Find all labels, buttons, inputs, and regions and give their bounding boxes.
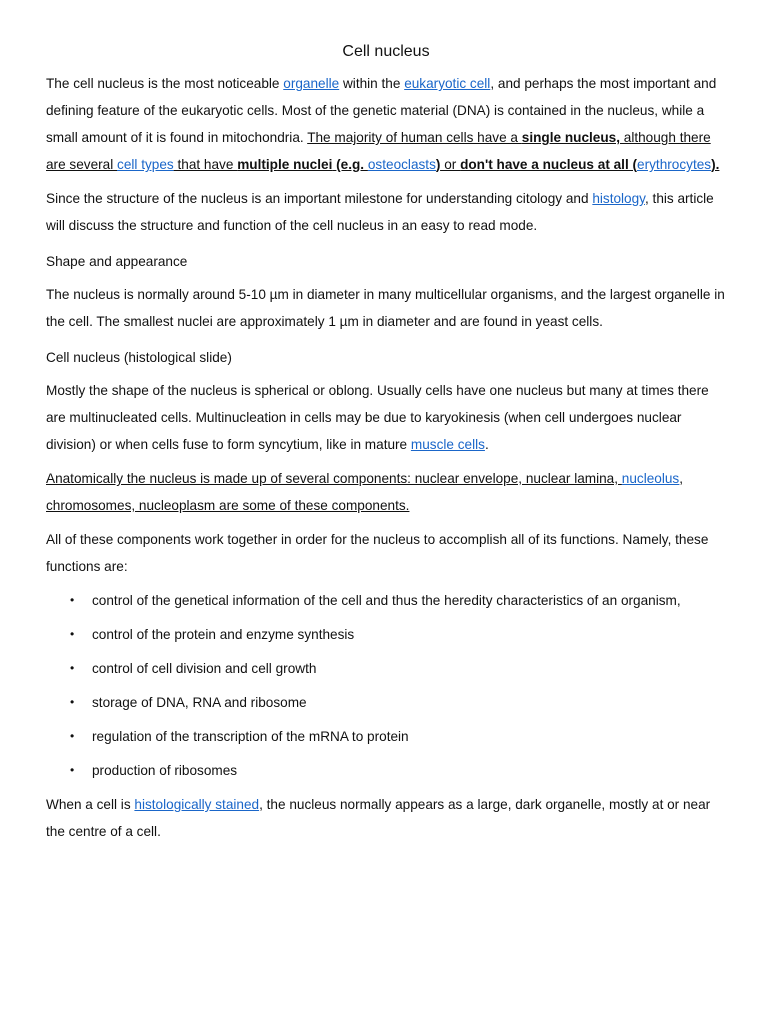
- intro-paragraph: [46, 70, 726, 178]
- histology-paragraph: Since the structure of the nucleus is an important milestone for understanding citology and histology, this article will discuss the structure and function of the cell nucleus in an easy to read mode.: [46, 191, 714, 233]
- list-item: • control of the genetical information of the cell and thus the heredity characteristics of an organism,: [92, 587, 726, 614]
- text: The cell nucleus is the most noticeable: [46, 76, 284, 91]
- link-cell-types[interactable]: cell types: [117, 157, 174, 172]
- functions-intro: All of these components work together in order for the nucleus to accomplish all of its functions. Namely, these functions are:: [46, 532, 709, 574]
- underlined-text: The majority of human cells have a single nucleus, although there are several cell types that have multiple nuclei (e.g. osteoclasts) or don't have a nucleus at all (erythrocytes).: [46, 130, 720, 172]
- link-muscle-cells[interactable]: muscle cells: [410, 437, 485, 452]
- link-eukaryotic-cell[interactable]: eukaryotic cell: [404, 76, 491, 91]
- link-histology[interactable]: histology: [592, 191, 645, 206]
- link-nucleolus[interactable]: nucleolus: [621, 471, 680, 486]
- document-page: [46, 40, 726, 852]
- list-item: • production of ribosomes: [92, 757, 726, 784]
- heading-shape: Shape and appearance: [46, 254, 188, 269]
- list-item: • control of the protein and enzyme synthesis: [92, 621, 726, 648]
- text: within the: [339, 76, 405, 91]
- page-title: Cell nucleus: [342, 43, 430, 60]
- shape-paragraph: Mostly the shape of the nucleus is spherical or oblong. Usually cells have one nucleus but many at times there are multinucleated cells. Multinucleation in cells may be due to karyokinesis (when cell undergoes nuclear division) or when cells fuse to form syncytium, like in mature muscle cells.: [46, 383, 709, 452]
- link-histologically-stained[interactable]: histologically stained: [134, 797, 260, 812]
- link-osteoclasts[interactable]: osteoclasts: [367, 157, 436, 172]
- list-item: • regulation of the transcription of the mRNA to protein: [92, 723, 726, 750]
- link-erythrocytes[interactable]: erythrocytes: [637, 157, 712, 172]
- size-paragraph: The nucleus is normally around 5-10 µm in diameter in many multicellular organisms, and the largest organelle in the cell. The smallest nuclei are approximately 1 µm in diameter and are found in yeast cells.: [46, 287, 725, 329]
- stain-paragraph: When a cell is histologically stained, the nucleus normally appears as a large, dark organelle, mostly at or near the centre of a cell.: [46, 797, 711, 839]
- list-item: • control of cell division and cell growth: [92, 655, 726, 682]
- list-item: • storage of DNA, RNA and ribosome: [92, 689, 726, 716]
- functions-list: [46, 587, 726, 784]
- heading-histological-slide: Cell nucleus (histological slide): [46, 350, 232, 365]
- anatomy-paragraph: Anatomically the nucleus is made up of several components: nuclear envelope, nuclear lamina, nucleolus, chromosomes, nucleoplasm are some of these components.: [46, 471, 684, 513]
- text: , and perhaps the most important and defining feature of the eukaryotic cells. Most of the genetic material (DNA) is contained in the nucleus, while a small amount of it is found in mitochondria.: [46, 76, 717, 145]
- link-organelle[interactable]: organelle: [283, 76, 340, 91]
